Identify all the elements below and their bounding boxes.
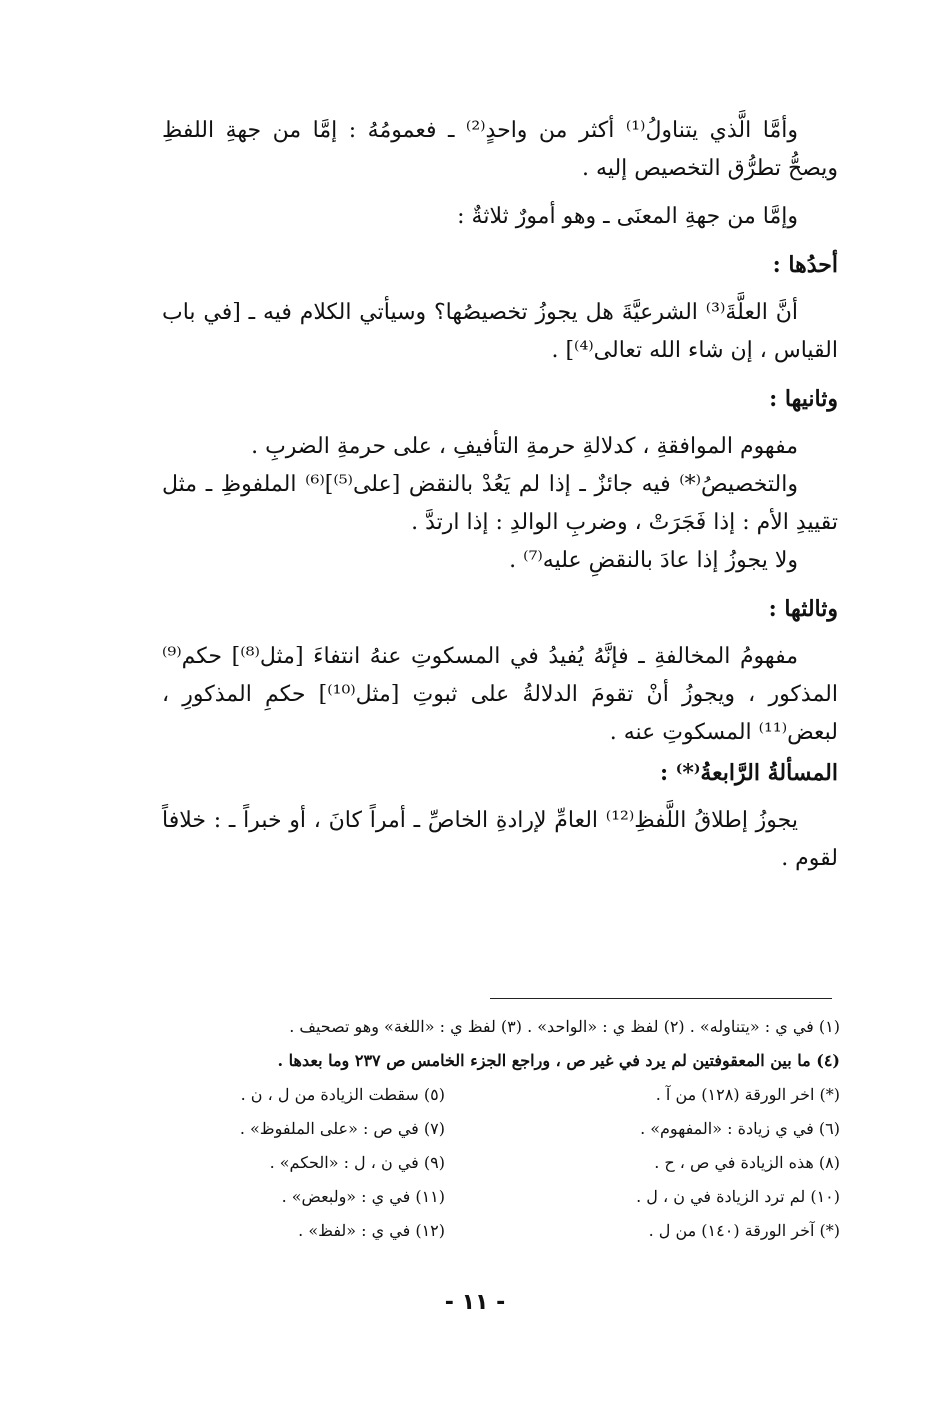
paragraph-generality-by-meaning: وإمَّا من جهةِ المعنَى ـ وهو أمورٌ ثلاثةٌ : <box>457 204 798 229</box>
footnote-left: (١١) في ي : «ولبعض» . <box>281 1187 445 1206</box>
heading-second: وثانيها : <box>769 386 838 412</box>
footnotes <box>150 1010 840 1248</box>
footnote-left: (٧) في ص : «على الملفوظ» . <box>239 1119 445 1138</box>
paragraph-specification-allowed: والتخصيصُ⁽*⁾ فيه جائزٌ ـ إذا لم يَعُدْ بالنقض [على⁽⁵⁾]⁽⁶⁾ الملفوظِ ـ مثل تقييدِ الأم : إذا فَجَرَتْ ، وضربِ الوالدِ : إذا ارتدَّ . <box>162 472 838 535</box>
paragraph-general-for-specific: يجوزُ إطلاقُ اللَّفظِ⁽¹²⁾ العامِّ لإرادةِ الخاصِّ ـ أمراً كانَ ، أو خبراً ـ : خلافاً لقوم . <box>162 808 838 871</box>
paragraph-contrary-meaning: مفهومُ المخالفةِ ـ فإنَّهُ يُفيدُ في المسكوتِ عنهُ انتفاءَ [مثل⁽⁸⁾] حكم⁽⁹⁾ المذكور ، ويجوزُ أنْ تقومَ الدلالةُ على ثبوتِ [مثل⁽¹⁰⁾] حكمِ المذكورِ ، لبعض⁽¹¹⁾ المسكوتِ عنه . <box>162 644 838 745</box>
footnote-row <box>150 1112 840 1146</box>
paragraph-generality-by-wording: وأمَّا الَّذي يتناولُ⁽¹⁾ أكثر من واحدٍ⁽²⁾ ـ فعمومُهُ : إمَّا من جهةِ اللفظِ ويصحُّ تطرُّق التخصيص إليه . <box>162 118 838 181</box>
footnote-left: (١٢) في ي : «لفظ» . <box>298 1221 445 1240</box>
heading-first: أحدُها : <box>772 252 838 278</box>
footnote-line-1: (١) في ي : «يتناوله» . (٢) لفظ ي : «الواحد» . (٣) لفظ ي : «اللغة» وهو تصحيف . <box>289 1017 840 1036</box>
heading-fourth-issue: المسألةُ الرَّابعةُ⁽*⁾ : <box>659 760 838 786</box>
footnote-right: (١٠) لم ترد الزيادة في ن ، ل . <box>636 1187 840 1206</box>
footnote-row <box>150 1214 840 1248</box>
page-number: - ١١ - <box>444 1290 506 1315</box>
footnote-right: (*) اخر الورقة (١٢٨) من آ . <box>655 1085 840 1104</box>
footnote-row <box>150 1146 840 1180</box>
paragraph-specification-not-allowed: ولا يجوزُ إذا عادَ بالنقضِ عليه⁽⁷⁾ . <box>509 548 798 573</box>
footnote-line-2: (٤) ما بين المعقوفتين لم يرد في غير ص ، وراجع الجزء الخامس ص ٢٣٧ وما بعدها . <box>277 1051 840 1070</box>
main-text <box>162 112 838 888</box>
heading-third: وثالثها : <box>768 596 838 622</box>
footnote-right: (٨) هذه الزيادة في ص ، ح . <box>654 1153 840 1172</box>
footnote-left: (٩) في ن ، ل : «الحكم» . <box>269 1153 445 1172</box>
footnote-divider <box>490 998 832 999</box>
footnote-right: (٦) في ي زيادة : «المفهوم» . <box>640 1119 840 1138</box>
footnote-row <box>150 1078 840 1112</box>
footnote-row <box>150 1180 840 1214</box>
paragraph-concordant-meaning: مفهوم الموافقةِ ، كدلالةِ حرمةِ التأفيفِ ، على حرمةِ الضربِ . <box>251 434 798 459</box>
footnote-left: (٥) سقطت الزيادة من ل ، ن . <box>240 1085 445 1104</box>
paragraph-legal-cause: أنَّ العلَّةَ⁽³⁾ الشرعيَّةَ هل يجوزُ تخصيصُها؟ وسيأتي الكلام فيه ـ [في باب القياس ، إن شاء الله تعالى⁽⁴⁾] . <box>162 300 838 363</box>
footnote-right: (*) آخر الورقة (١٤٠) من ل . <box>648 1221 840 1240</box>
